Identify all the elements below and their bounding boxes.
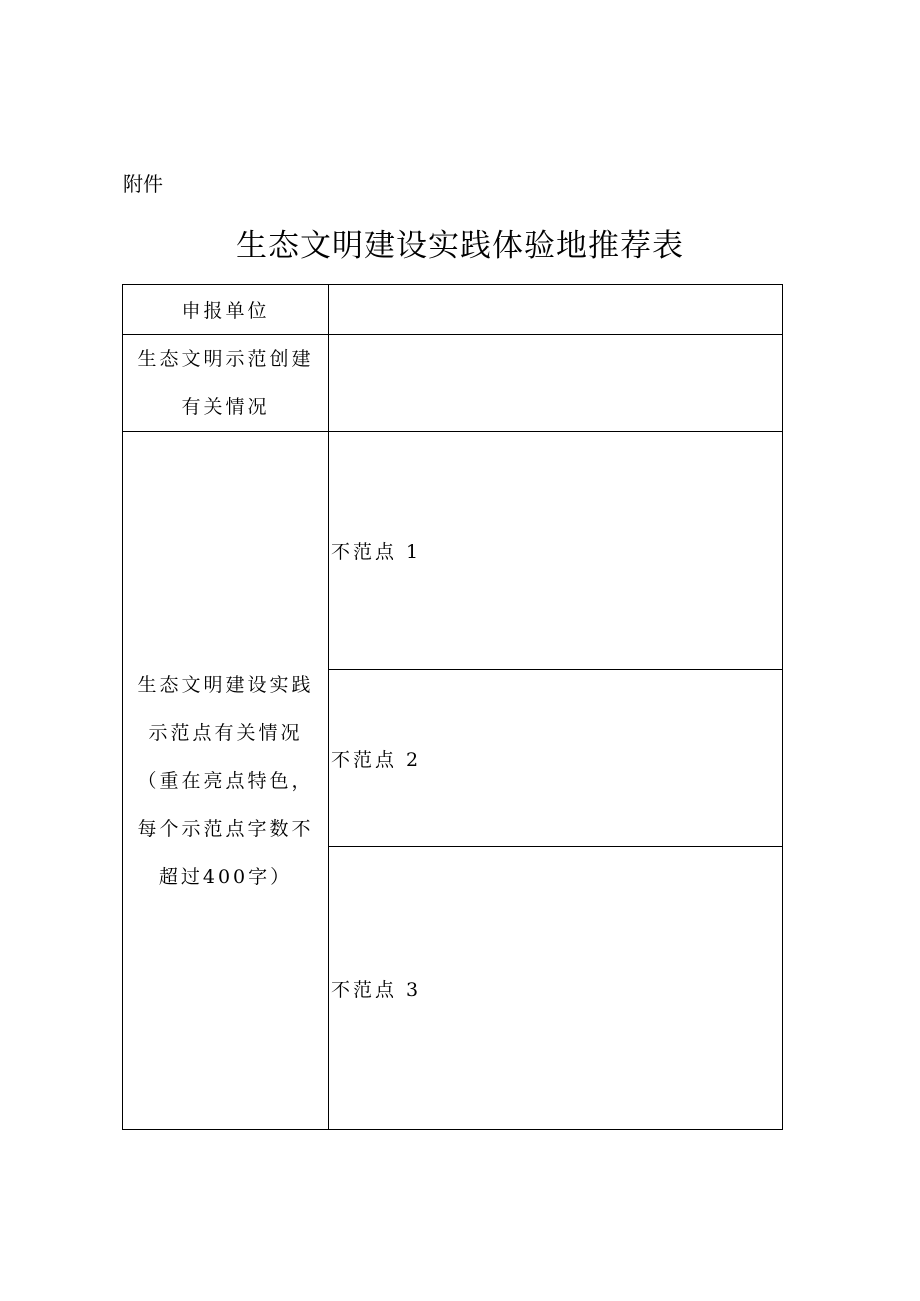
demo-points-label-line: 每个示范点字数不 (137, 817, 314, 840)
demo-points-label-line: （重在亮点特色， (137, 769, 314, 792)
demo-point-2-label: 不范点 2 (331, 748, 422, 771)
table-row-declaring-unit (123, 285, 783, 335)
demo-point-2-field[interactable] (329, 670, 783, 847)
table-row-demo-creation (123, 335, 783, 432)
demo-point-1-field[interactable] (329, 432, 783, 670)
demo-point-1-label: 不范点 1 (331, 541, 422, 563)
attachment-label: 附件 (123, 172, 163, 196)
demo-creation-label-line: 有关情况 (181, 396, 270, 418)
demo-points-label (123, 432, 329, 1130)
demo-points-label-line: 超过400字） (158, 865, 293, 888)
declaring-unit-field[interactable] (329, 285, 783, 335)
demo-point-3-field[interactable] (329, 847, 783, 1130)
demo-creation-field[interactable] (329, 335, 783, 432)
demo-point-3-label: 不范点 3 (331, 978, 422, 1001)
table-row-demo-point-1 (123, 432, 783, 670)
declaring-unit-label: 申报单位 (123, 285, 329, 335)
demo-creation-label-line: 生态文明示范创建 (137, 348, 314, 370)
demo-creation-label (123, 335, 329, 432)
demo-points-label-line: 生态文明建设实践 (137, 673, 314, 696)
recommendation-form-table (122, 284, 783, 1130)
demo-points-label-line: 示范点有关情况 (148, 721, 303, 744)
page-title: 生态文明建设实践体验地推荐表 (236, 228, 684, 264)
